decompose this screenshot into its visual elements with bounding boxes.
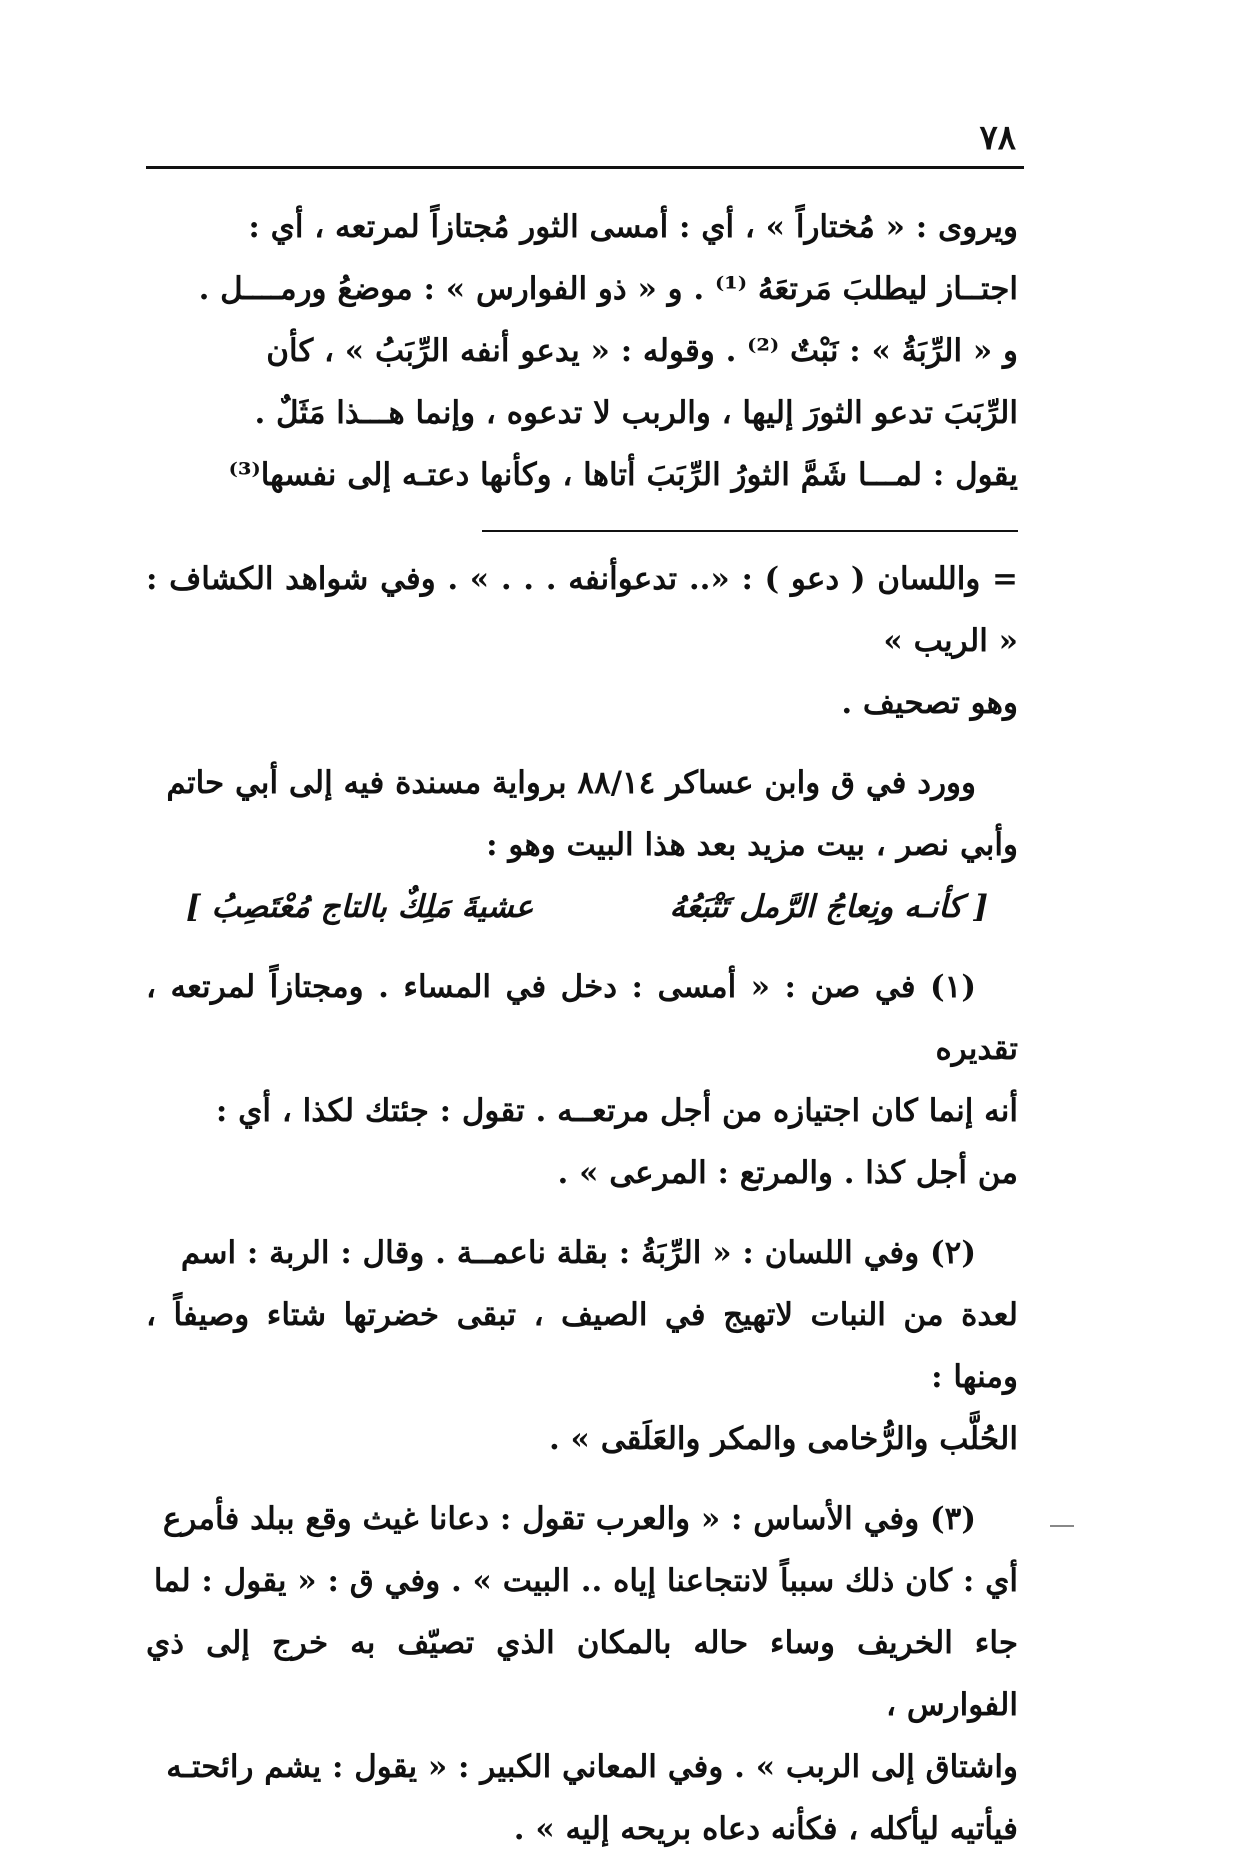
footnote-line: (٢) وفي اللسان : « الرِّبَةُ : بقلة ناعمــة . وقال : الربة : اسم xyxy=(180,1235,976,1271)
main-line: و « الرِّبَةُ » : نَبْتٌ ⁽²⁾ . وقوله : « يدعو أنفه الرِّبَبُ » ، كأن xyxy=(266,333,1018,369)
footnote-continuation xyxy=(146,548,1018,734)
main-line: ويروى : « مُختاراً » ، أي : أمسى الثور مُجتازاً لمرتعه ، أي : xyxy=(248,209,1018,245)
footnote-line: (١) في صن : « أمسى : دخل في المساء . ومجتازاً لمرتعه ، تقديره xyxy=(146,969,1018,1067)
footnote-line: وورد في ق وابن عساكر ٨٨/١٤ برواية مسندة فيه إلى أبي حاتم xyxy=(166,765,976,801)
footnote-line: وأبي نصر ، بيت مزيد بعد هذا البيت وهو : xyxy=(486,827,1018,863)
footnote-separator xyxy=(482,530,1018,532)
footnote-1 xyxy=(146,956,1018,1204)
main-line: يقول : لمـــا شَمَّ الثورُ الرِّبَبَ أتاها ، وكأنها دعتـه إلى نفسها⁽³⁾ xyxy=(228,457,1018,493)
footnote-line: من أجل كذا . والمرتع : المرعى » . xyxy=(557,1155,1018,1191)
scan-mark xyxy=(1050,1525,1074,1527)
footnote-line: أنه إنما كان اجتيازه من أجل مرتعــه . تقول : جئتك لكذا ، أي : xyxy=(215,1093,1018,1129)
header-rule xyxy=(146,166,1024,169)
footnote-line: الحُلَّب والرُّخامى والمكر والعَلَقى » . xyxy=(548,1421,1018,1457)
footnote-line: وهو تصحيف . xyxy=(841,685,1018,721)
footnote-line: واشتاق إلى الربب » . وفي المعاني الكبير : « يقول : يشم رائحتـه xyxy=(166,1749,1018,1785)
page-number: ٧٨ xyxy=(979,118,1016,158)
footnote-line: فيأتيه ليأكله ، فكأنه دعاه بريحه إليه » . xyxy=(513,1811,1018,1847)
verse-second-hemistich: عشيةَ مَلِكٌ بالتاج مُعْتَصِبُ ] xyxy=(186,889,534,925)
footnote-3 xyxy=(146,1488,1018,1860)
main-text xyxy=(146,196,1018,506)
footnote-line: أي : كان ذلك سبباً لانتجاعنا إياه .. البيت » . وفي ق : « يقول : لما xyxy=(153,1563,1018,1599)
verse-first-hemistich: [ كأنـه ونِعاجُ الرَّمل تَتْبَعُهُ xyxy=(669,889,988,925)
footnote-2 xyxy=(146,1222,1018,1470)
footnote-line: لعدة من النبات لاتهيج في الصيف ، تبقى خضرتها شتاء وصيفاً ، ومنها : xyxy=(146,1297,1018,1395)
footnote-line: = واللسان ( دعو ) : «.. تدعوأنفه . . . » . وفي شواهد الكشاف : « الريب » xyxy=(146,561,1018,659)
footnotes xyxy=(146,548,1018,1860)
main-line: اجتــاز ليطلبَ مَرتعَهُ ⁽¹⁾ . و « ذو الفوارس » : موضعُ ورمــــل . xyxy=(198,271,1018,307)
main-line: الرِّبَبَ تدعو الثورَ إليها ، والربب لا تدعوه ، وإنما هـــذا مَثَلٌ . xyxy=(254,395,1018,431)
footnote-line: (٣) وفي الأساس : « والعرب تقول : دعانا غيث وقع ببلد فأمرع xyxy=(162,1501,976,1537)
added-verse xyxy=(146,876,1018,938)
variant-note xyxy=(146,752,1018,938)
footnote-line: جاء الخريف وساء حاله بالمكان الذي تصيّف به خرج إلى ذي الفوارس ، xyxy=(146,1625,1018,1723)
